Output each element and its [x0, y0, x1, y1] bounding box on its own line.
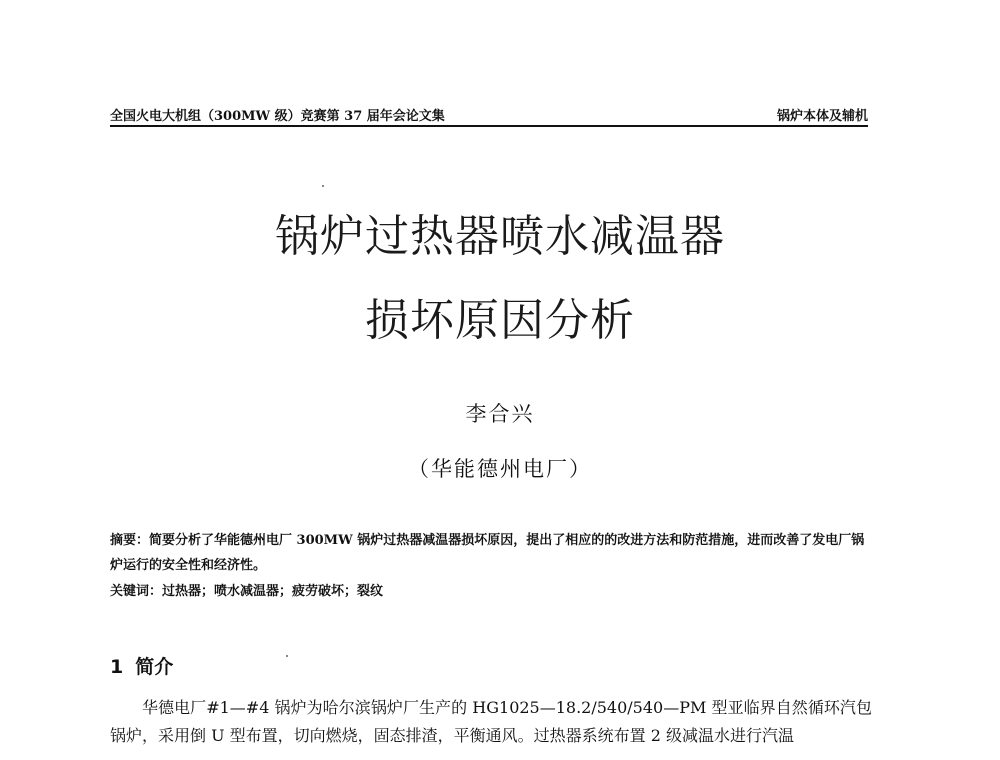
keywords [110, 580, 872, 599]
abstract-label: 摘要： [110, 533, 150, 548]
abstract [110, 528, 872, 578]
author-name: 李合兴 [465, 402, 535, 426]
scan-speck [286, 655, 288, 657]
section-heading [110, 652, 173, 679]
scan-speck [322, 185, 324, 187]
running-header [110, 103, 868, 127]
keywords-text: 过热器；喷水减温器；疲劳破坏；裂纹 [162, 584, 384, 599]
author-affiliation: （华能德州电厂） [408, 457, 592, 481]
section-title: 简介 [135, 656, 174, 678]
section-category: 锅炉本体及辅机 [776, 109, 868, 124]
proceedings-title: 全国火电大机组（300MW 级）竞赛第 37 届年会论文集 [110, 109, 445, 124]
section-number: 1 [110, 656, 124, 678]
paper-title-line-2: 损坏原因分析 [365, 295, 635, 346]
keywords-label: 关键词： [110, 584, 163, 599]
abstract-text: 简要分析了华能德州电厂 300MW 锅炉过热器减温器损坏原因，提出了相应的的改进方法和防范措施，进而改善了发电厂锅炉运行的安全性和经济性。 [110, 533, 865, 573]
body-paragraph: 华德电厂#1—#4 锅炉为哈尔滨锅炉厂生产的 HG1025—18.2/540/540—PM 型亚临界自然循环汽包锅炉，采用倒 U 型布置，切向燃烧，固态排渣，平衡通风。过热器系统布置 2 级减温水进行汽温 [110, 698, 872, 745]
paper-title-line-1: 锅炉过热器喷水减温器 [275, 211, 725, 262]
